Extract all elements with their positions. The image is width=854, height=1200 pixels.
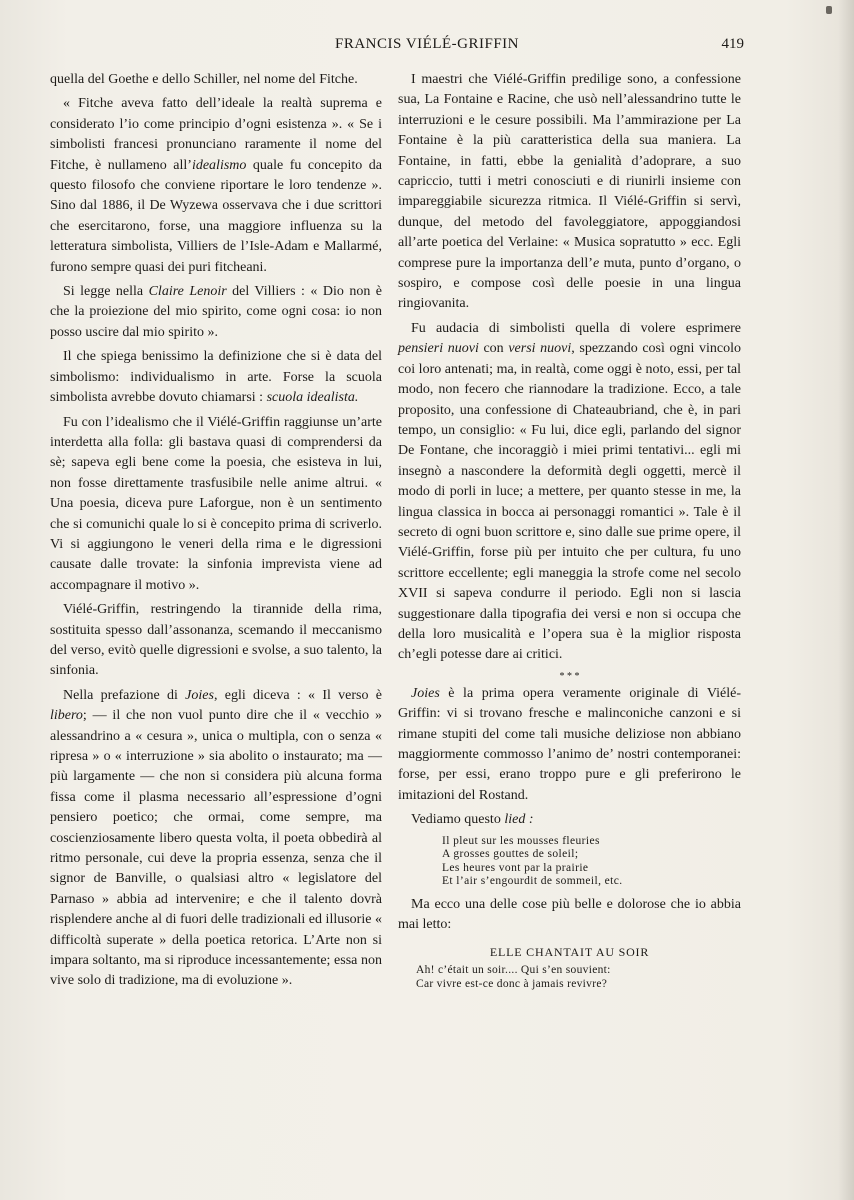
poem-line: Ah! c’était un soir.... Qui s’en souvient: xyxy=(416,964,611,977)
page-number: 419 xyxy=(721,36,744,52)
paragraph: quella del Goethe e dello Schiller, nel nome del Fitche. xyxy=(50,72,358,87)
section-divider-stars: * * * xyxy=(559,670,580,682)
paragraph: Vediamo questo lied : xyxy=(411,812,534,828)
poem-quote xyxy=(442,835,741,889)
left-column xyxy=(50,70,382,996)
poem-title: ELLE CHANTAIT AU SOIR xyxy=(489,944,650,959)
poem-quote xyxy=(416,964,741,991)
paragraph: Il che spiega benissimo la definizione che si è data del simbolismo: individualismo in arte. Forse la scuola simbolista avrebbe dovuto chiamarsi : scuola idealista. xyxy=(50,349,382,406)
paragraph: I maestri che Viélé-Griffin predilige sono, a confessione sua, La Fontaine e Racine, che usò nell’alessandrino tutte le interruzioni e le cesure possibili. Ma l’ammirazione per La Fontaine è la più caratteristica della sua maniera. La Fontaine, in fatti, ebbe la genialità d’adoprare, a suo capriccio, tutti i metri conosciuti e di riunirli insieme con impareggiabile sicurezza ritmica. Il Viélé-Griffin si servì, dunque, del metodo del favoleggiatore, appoggiandosi all’arte poetica del Verlaine: « Musica sopratutto » ecc. Egli comprese pure la importanza dell’e muta, punto d’organo, o sospiro, e compose così delle poesie in una lingua ringiovanita. xyxy=(398,72,742,312)
paragraph: Joies è la prima opera veramente originale di Viélé-Griffin: vi si trovano fresche e malinconiche canzoni e si rimane stupiti del come tali musiche deliziose non abbiano maggiormente commosso l’animo de’ nostri contemporanei: forse, per essi, erano troppo pure e gli preferirono le imitazioni del Rostand. xyxy=(398,685,741,803)
poem-line: Les heures vont par la prairie xyxy=(442,861,589,874)
poem-line: Et l’air s’engourdit de sommeil, etc. xyxy=(442,875,623,888)
page-crease-shadow xyxy=(838,0,854,1200)
paragraph: « Fitche aveva fatto dell’ideale la realtà suprema e considerato l’io come principio d’ogni esistenza ». « Se i simbolisti francesi pronunciano raramente il nome del Fitche, è nullameno all’idealismo quale fu concepito da questo filosofo che conviene riportare le loro tendenze ». Sino dal 1886, il De Wyzewa osservava che i due scrittori che esercitarono, forse, una maggiore influenza su la letteratura simbolista, Villiers de l’Isle-Adam e Mallarmé, furono sempre quasi dei puri fitcheani. xyxy=(50,96,382,275)
paragraph: Si legge nella Claire Lenoir del Villiers : « Dio non è che la proiezione del mio spirito, come ogni cosa: io non posso uscire dal mio spirito ». xyxy=(50,284,382,340)
paragraph: Viélé-Griffin, restringendo la tirannide della rima, sostituita spesso dall’assonanza, scemando il meccanismo del verso, evitò quelle digressioni e svolse, a suo talento, la sinfonia. xyxy=(50,602,382,679)
poem-line: Car vivre est-ce donc à jamais revivre? xyxy=(416,977,608,990)
poem-line: A grosses gouttes de soleil; xyxy=(442,848,579,861)
running-header-title: FRANCIS VIÉLÉ-GRIFFIN xyxy=(335,36,519,52)
poem-line: Il pleut sur les mousses fleuries xyxy=(442,834,600,847)
paragraph: Nella prefazione di Joies, egli diceva : « Il verso è libero; — il che non vuol punto dire che il « vecchio » alessandrino a « cesura », unica o multipla, con o senza « ripresa » o « interruzione » sia abolito o instaurato; ma — più largamente — che non si considera più alcuna forma fissa come il plasma necessario all’espressione d’ogni pensiero poetico; che ormai, come sempre, ma coscienziosamente libero questa volta, il poeta obbedirà al ritmo personale, cui deve la propria essenza, senza che il signor de Banville, o qualsiasi altro « legislatore del Parnaso » abbia ad intervenire; e che il talento dovrà risplendere anche al di fuori delle tradizionali ed illusorie « difficoltà superate » della poetica retorica. L’Arte non si impara soltanto, ma si riproduce incessantemente; essa non vive solo di tradizione, ma di evoluzione ». xyxy=(50,687,382,989)
right-column xyxy=(398,70,741,991)
scan-mark xyxy=(826,6,832,14)
paragraph: Fu con l’idealismo che il Viélé-Griffin raggiunse un’arte interdetta alla folla: gli bastava quasi di comprendersi da sè; sapeva egli bene come la poesia, che esisteva in lui, non fosse direttamente trasfusibile nelle anime altrui. « Una poesia, diceva pure Laforgue, non è un sentimento che si comunichi quale lo si è concepito prima di scriverlo. Vi si aggiungono le veneri della rima e le digressioni causate dalle trovate: la sinfonia imprevista viene ad accompagnare il motivo ». xyxy=(50,414,382,593)
paragraph: Fu audacia di simbolisti quella di volere esprimere pensieri nuovi con versi nuovi, spezzando così ogni vincolo coi loro antenati; ma, in realtà, come oggi è noto, essi, per tal modo, non fecero che riannodare la tradizione. Ecco, a tale proposito, una confessione di Chateaubriand, che è, in pari tempo, un consiglio: « Fu lui, dice egli, parlando del signor De Fontane, che incoraggiò i miei primi tentativi... egli mi insegnò a nascondere la deformità degli oggetti, mercè il modo di porli in luce; a mettere, per quanto stesse in me, la lingua classica in bocca ai personaggi romantici ». Tale è il secreto di ogni buon scrittore e, sino dalle sue prime opere, il Viélé-Griffin, forse più per intuito che per cultura, fu uno scrittore eccellente; egli maneggia la strofe come nel secolo XVII si sapeva condurre il periodo. Egli non si lascia suggestionare dalla tipografia dei versi e non si occupa che della loro musicalità e l’opera sua è la miglior risposta ch’egli potesse dare ai critici. xyxy=(398,320,741,663)
paragraph: Ma ecco una delle cose più belle e dolorose che io abbia mai letto: xyxy=(398,897,741,933)
